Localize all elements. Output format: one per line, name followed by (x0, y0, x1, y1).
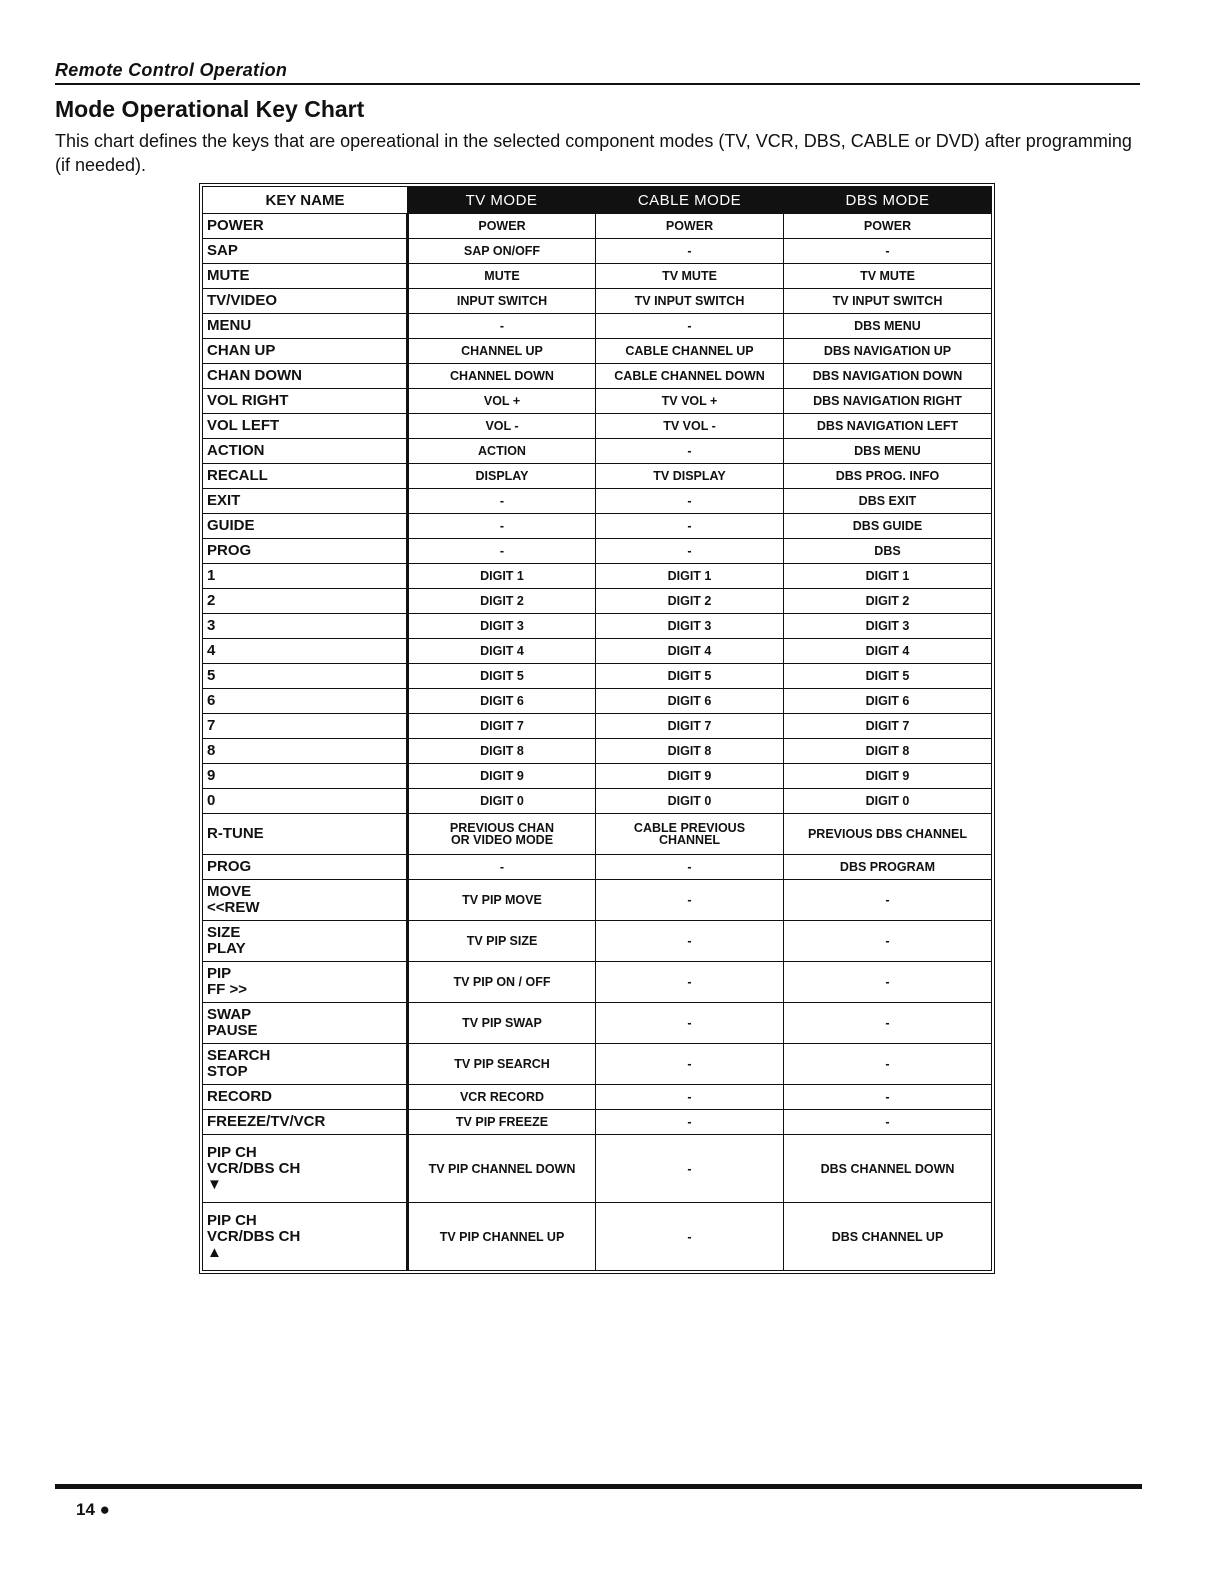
table-row (203, 921, 992, 962)
table-row (203, 514, 992, 539)
key-name-cell: SAP (203, 239, 408, 264)
key-name-cell: PIP FF >> (203, 962, 408, 1003)
dbs-mode-cell: - (784, 880, 992, 921)
key-name-cell: 5 (203, 664, 408, 689)
dbs-mode-cell: DBS PROG. INFO (784, 464, 992, 489)
dbs-mode-cell: - (784, 239, 992, 264)
tv-mode-cell: DIGIT 9 (408, 764, 596, 789)
tv-mode-cell: VOL - (408, 414, 596, 439)
table-row (203, 1003, 992, 1044)
key-name-cell: 2 (203, 589, 408, 614)
cable-mode-cell: DIGIT 1 (596, 564, 784, 589)
dbs-mode-cell: DIGIT 6 (784, 689, 992, 714)
dbs-mode-cell: TV MUTE (784, 264, 992, 289)
dbs-mode-cell: - (784, 921, 992, 962)
table-row (203, 855, 992, 880)
section-header (55, 60, 1140, 85)
key-name-cell: RECORD (203, 1085, 408, 1110)
dbs-mode-cell: DBS CHANNEL UP (784, 1203, 992, 1271)
key-name-cell: 1 (203, 564, 408, 589)
table-row (203, 564, 992, 589)
table-row (203, 1203, 992, 1271)
tv-mode-cell: TV PIP SWAP (408, 1003, 596, 1044)
cable-mode-cell: - (596, 314, 784, 339)
table-row (203, 289, 992, 314)
key-name-cell: RECALL (203, 464, 408, 489)
table-row (203, 364, 992, 389)
cable-mode-cell: - (596, 1003, 784, 1044)
dbs-mode-cell: DBS NAVIGATION DOWN (784, 364, 992, 389)
key-name-cell: PIP CH VCR/DBS CH ▼ (203, 1135, 408, 1203)
cable-mode-cell: CABLE CHANNEL DOWN (596, 364, 784, 389)
tv-mode-cell: DIGIT 7 (408, 714, 596, 739)
table-row (203, 439, 992, 464)
cable-mode-cell: TV INPUT SWITCH (596, 289, 784, 314)
key-name-cell: CHAN UP (203, 339, 408, 364)
dbs-mode-cell: DBS NAVIGATION UP (784, 339, 992, 364)
cable-mode-cell: DIGIT 7 (596, 714, 784, 739)
table-row (203, 739, 992, 764)
table-row (203, 239, 992, 264)
cable-mode-cell: - (596, 1203, 784, 1271)
tv-mode-cell: PREVIOUS CHAN OR VIDEO MODE (408, 814, 596, 855)
table-row (203, 714, 992, 739)
key-name-cell: MENU (203, 314, 408, 339)
tv-mode-cell: TV PIP ON / OFF (408, 962, 596, 1003)
tv-mode-cell: DIGIT 8 (408, 739, 596, 764)
tv-mode-cell: VOL + (408, 389, 596, 414)
tv-mode-cell: INPUT SWITCH (408, 289, 596, 314)
tv-mode-cell: - (408, 489, 596, 514)
key-chart-table (202, 186, 992, 1271)
cable-mode-cell: DIGIT 6 (596, 689, 784, 714)
dbs-mode-cell: DBS CHANNEL DOWN (784, 1135, 992, 1203)
key-name-cell: GUIDE (203, 514, 408, 539)
cable-mode-cell: TV DISPLAY (596, 464, 784, 489)
tv-mode-cell: ACTION (408, 439, 596, 464)
key-name-cell: SWAP PAUSE (203, 1003, 408, 1044)
cable-mode-cell: - (596, 921, 784, 962)
cable-mode-cell: DIGIT 8 (596, 739, 784, 764)
dbs-mode-cell: DIGIT 3 (784, 614, 992, 639)
key-name-cell: ACTION (203, 439, 408, 464)
dbs-mode-cell: DIGIT 2 (784, 589, 992, 614)
key-name-cell: CHAN DOWN (203, 364, 408, 389)
key-name-cell: SEARCH STOP (203, 1044, 408, 1085)
page-title: Mode Operational Key Chart (55, 96, 365, 122)
tv-mode-cell: TV PIP CHANNEL DOWN (408, 1135, 596, 1203)
cable-mode-cell: - (596, 539, 784, 564)
dbs-mode-cell: - (784, 1110, 992, 1135)
key-name-cell: VOL LEFT (203, 414, 408, 439)
dbs-mode-cell: DBS (784, 539, 992, 564)
tv-mode-cell: DIGIT 6 (408, 689, 596, 714)
cable-mode-cell: DIGIT 9 (596, 764, 784, 789)
tv-mode-cell: DIGIT 3 (408, 614, 596, 639)
table-row (203, 962, 992, 1003)
table-body (203, 214, 992, 1271)
cable-mode-cell: - (596, 489, 784, 514)
cable-mode-cell: POWER (596, 214, 784, 239)
tv-mode-cell: CHANNEL UP (408, 339, 596, 364)
cable-mode-cell: - (596, 1135, 784, 1203)
table-row (203, 1085, 992, 1110)
table-row (203, 264, 992, 289)
dbs-mode-cell: DIGIT 5 (784, 664, 992, 689)
tv-mode-cell: DIGIT 1 (408, 564, 596, 589)
dbs-mode-cell: PREVIOUS DBS CHANNEL (784, 814, 992, 855)
column-header-tv-mode: TV MODE (408, 187, 596, 214)
tv-mode-cell: VCR RECORD (408, 1085, 596, 1110)
dbs-mode-cell: DBS NAVIGATION RIGHT (784, 389, 992, 414)
key-name-cell: 8 (203, 739, 408, 764)
tv-mode-cell: DISPLAY (408, 464, 596, 489)
key-name-cell: FREEZE/TV/VCR (203, 1110, 408, 1135)
key-name-cell: SIZE PLAY (203, 921, 408, 962)
dbs-mode-cell: DBS GUIDE (784, 514, 992, 539)
tv-mode-cell: DIGIT 4 (408, 639, 596, 664)
column-header-dbs-mode: DBS MODE (784, 187, 992, 214)
table-row (203, 789, 992, 814)
cable-mode-cell: DIGIT 2 (596, 589, 784, 614)
key-name-cell: 0 (203, 789, 408, 814)
cable-mode-cell: - (596, 1085, 784, 1110)
cable-mode-cell: CABLE CHANNEL UP (596, 339, 784, 364)
key-chart (199, 183, 995, 1274)
table-row (203, 589, 992, 614)
dbs-mode-cell: DBS NAVIGATION LEFT (784, 414, 992, 439)
cable-mode-cell: CABLE PREVIOUS CHANNEL (596, 814, 784, 855)
dbs-mode-cell: POWER (784, 214, 992, 239)
dbs-mode-cell: - (784, 962, 992, 1003)
cable-mode-cell: DIGIT 4 (596, 639, 784, 664)
table-row (203, 1044, 992, 1085)
dbs-mode-cell: DIGIT 9 (784, 764, 992, 789)
tv-mode-cell: - (408, 314, 596, 339)
intro-paragraph: This chart defines the keys that are opereational in the selected component modes (TV, VCR, DBS, CABLE or DVD) after programming (if needed). (55, 131, 1132, 175)
table-row (203, 1135, 992, 1203)
key-name-cell: MUTE (203, 264, 408, 289)
tv-mode-cell: SAP ON/OFF (408, 239, 596, 264)
key-name-cell: PIP CH VCR/DBS CH ▲ (203, 1203, 408, 1271)
table-header-row (203, 187, 992, 214)
tv-mode-cell: POWER (408, 214, 596, 239)
tv-mode-cell: DIGIT 5 (408, 664, 596, 689)
dbs-mode-cell: DBS EXIT (784, 489, 992, 514)
key-name-cell: 7 (203, 714, 408, 739)
tv-mode-cell: - (408, 514, 596, 539)
tv-mode-cell: DIGIT 2 (408, 589, 596, 614)
dbs-mode-cell: DIGIT 0 (784, 789, 992, 814)
key-name-cell: 4 (203, 639, 408, 664)
cable-mode-cell: TV VOL - (596, 414, 784, 439)
cable-mode-cell: - (596, 1044, 784, 1085)
table-row (203, 814, 992, 855)
dbs-mode-cell: DBS MENU (784, 439, 992, 464)
dbs-mode-cell: - (784, 1044, 992, 1085)
dbs-mode-cell: TV INPUT SWITCH (784, 289, 992, 314)
tv-mode-cell: DIGIT 0 (408, 789, 596, 814)
table-row (203, 539, 992, 564)
table-row (203, 464, 992, 489)
table-row (203, 689, 992, 714)
table-row (203, 764, 992, 789)
dbs-mode-cell: DIGIT 1 (784, 564, 992, 589)
tv-mode-cell: MUTE (408, 264, 596, 289)
cable-mode-cell: DIGIT 3 (596, 614, 784, 639)
key-name-cell: PROG (203, 855, 408, 880)
dbs-mode-cell: DIGIT 4 (784, 639, 992, 664)
cable-mode-cell: - (596, 514, 784, 539)
column-header-cable-mode: CABLE MODE (596, 187, 784, 214)
tv-mode-cell: - (408, 539, 596, 564)
cable-mode-cell: DIGIT 0 (596, 789, 784, 814)
table-row (203, 214, 992, 239)
cable-mode-cell: TV VOL + (596, 389, 784, 414)
key-name-cell: PROG (203, 539, 408, 564)
key-name-cell: R-TUNE (203, 814, 408, 855)
key-name-cell: EXIT (203, 489, 408, 514)
tv-mode-cell: - (408, 855, 596, 880)
dbs-mode-cell: DBS MENU (784, 314, 992, 339)
key-name-cell: 6 (203, 689, 408, 714)
table-row (203, 880, 992, 921)
tv-mode-cell: TV PIP MOVE (408, 880, 596, 921)
key-name-cell: TV/VIDEO (203, 289, 408, 314)
dbs-mode-cell: - (784, 1003, 992, 1044)
key-name-cell: VOL RIGHT (203, 389, 408, 414)
cable-mode-cell: - (596, 239, 784, 264)
key-name-cell: 9 (203, 764, 408, 789)
dbs-mode-cell: DIGIT 7 (784, 714, 992, 739)
cable-mode-cell: - (596, 962, 784, 1003)
table-row (203, 639, 992, 664)
cable-mode-cell: - (596, 855, 784, 880)
cable-mode-cell: - (596, 439, 784, 464)
dbs-mode-cell: - (784, 1085, 992, 1110)
key-name-cell: POWER (203, 214, 408, 239)
cable-mode-cell: DIGIT 5 (596, 664, 784, 689)
table-row (203, 664, 992, 689)
table-row (203, 614, 992, 639)
dbs-mode-cell: DIGIT 8 (784, 739, 992, 764)
footer-rule (55, 1484, 1142, 1489)
table-row (203, 339, 992, 364)
dbs-mode-cell: DBS PROGRAM (784, 855, 992, 880)
table-row (203, 414, 992, 439)
cable-mode-cell: - (596, 880, 784, 921)
table-row (203, 314, 992, 339)
section-title: Remote Control Operation (55, 60, 288, 80)
tv-mode-cell: CHANNEL DOWN (408, 364, 596, 389)
cable-mode-cell: - (596, 1110, 784, 1135)
tv-mode-cell: TV PIP SIZE (408, 921, 596, 962)
cable-mode-cell: TV MUTE (596, 264, 784, 289)
table-row (203, 489, 992, 514)
table-row (203, 1110, 992, 1135)
page-number: 14 ● (76, 1500, 110, 1519)
table-row (203, 389, 992, 414)
tv-mode-cell: TV PIP FREEZE (408, 1110, 596, 1135)
column-header-key-name: KEY NAME (203, 187, 408, 214)
tv-mode-cell: TV PIP CHANNEL UP (408, 1203, 596, 1271)
key-name-cell: MOVE <<REW (203, 880, 408, 921)
tv-mode-cell: TV PIP SEARCH (408, 1044, 596, 1085)
key-name-cell: 3 (203, 614, 408, 639)
